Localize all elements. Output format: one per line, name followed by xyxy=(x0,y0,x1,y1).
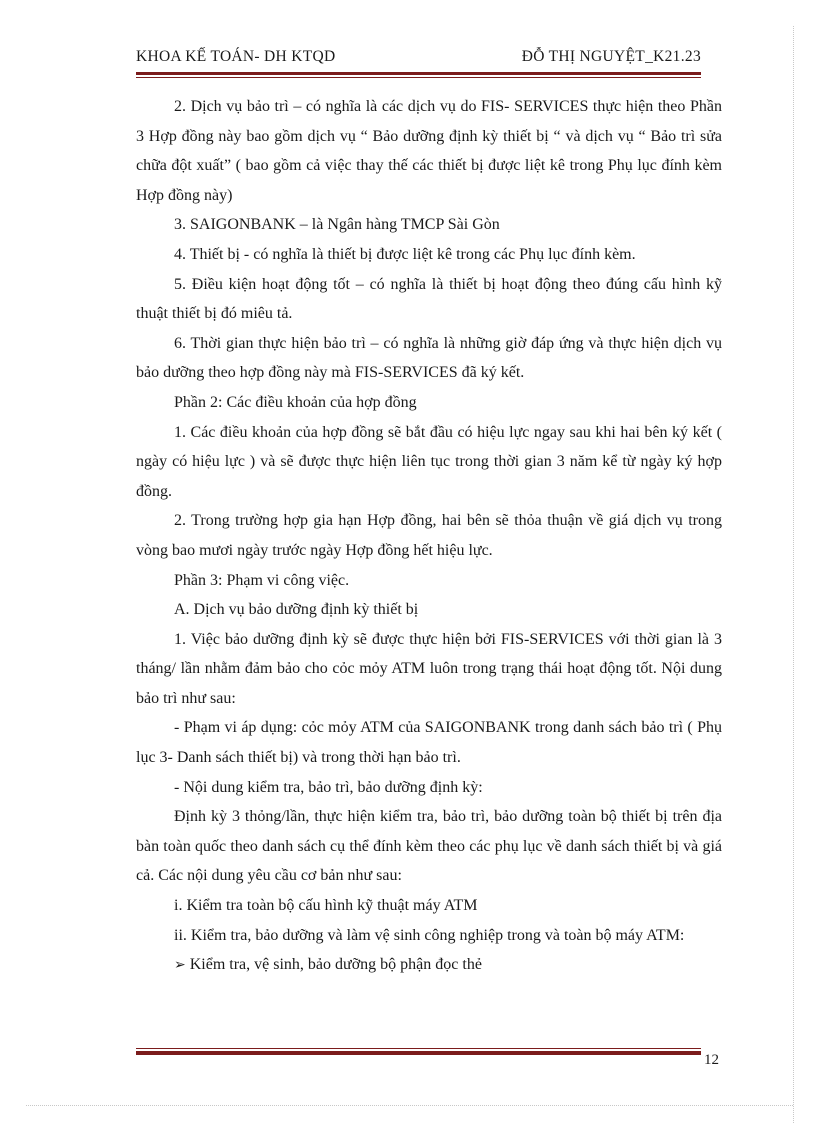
paragraph-definition-2: 2. Dịch vụ bảo trì – có nghĩa là các dịch vụ do FIS- SERVICES thực hiện theo Phần 3 Hợp đồng này bao gồm dịch vụ “ Bảo dưỡng định kỳ thiết bị “ và dịch vụ “ Bảo trì sửa chữa đột xuất” ( bao gồm cả việc thay thế các thiết bị được liệt kê trong Phụ lục đính kèm Hợp đồng này) xyxy=(136,98,722,204)
page-border-bottom xyxy=(26,1105,793,1106)
section-heading-part-3: Phần 3: Phạm vi công việc. xyxy=(174,571,350,589)
footer-rule-thick xyxy=(136,1051,701,1055)
paragraph-definition-3: 3. SAIGONBANK – là Ngân hàng TMCP Sài Gòn xyxy=(174,216,500,234)
footer-rule-thin xyxy=(136,1048,701,1049)
bullet-item-text: Kiểm tra, vệ sinh, bảo dưỡng bộ phận đọc thẻ xyxy=(189,956,482,974)
list-item-i: i. Kiểm tra toàn bộ cấu hình kỹ thuật máy ATM xyxy=(174,897,478,915)
paragraph-maintenance-1: 1. Việc bảo dưỡng định kỳ sẽ được thực hiện bởi FIS-SERVICES với thời gian là 3 tháng/ lần nhằm đảm bảo cho cỏc mỏy ATM luôn trong trạng thái hoạt động tốt. Nội dung bảo trì như sau: xyxy=(136,630,722,707)
header-rule-thin xyxy=(136,77,701,78)
bullet-item xyxy=(136,950,722,981)
header-rule-thick xyxy=(136,72,701,75)
paragraph-terms-1: 1. Các điều khoản của hợp đồng sẽ bắt đầu có hiệu lực ngay sau khi hai bên ký kết ( ngày có hiệu lực ) và sẽ được thực hiện liên tục trong thời gian 3 năm kể từ ngày ký hợp đồng. xyxy=(136,423,722,500)
list-item-ii: ii. Kiểm tra, bảo dưỡng và làm vệ sinh công nghiệp trong và toàn bộ máy ATM: xyxy=(174,926,685,944)
paragraph-periodic-check: Định kỳ 3 thỏng/lần, thực hiện kiểm tra, bảo trì, bảo dưỡng toàn bộ thiết bị trên địa bàn toàn quốc theo danh sách cụ thể đính kèm theo các phụ lục về danh sách thiết bị và giá cả. Các nội dung yêu cầu cơ bản như sau: xyxy=(136,808,722,885)
paragraph-scope: - Phạm vi áp dụng: cỏc mỏy ATM của SAIGONBANK trong danh sách bảo trì ( Phụ lục 3- Danh sách thiết bị) và trong thời hạn bảo trì. xyxy=(136,719,722,767)
page-header xyxy=(136,46,701,70)
arrow-bullet-icon: ➢ xyxy=(174,958,186,974)
header-author: ĐỖ THỊ NGUYỆT_K21.23 xyxy=(521,48,701,65)
document-body xyxy=(136,92,722,981)
header-department: KHOA KẾ TOÁN- DH KTQD xyxy=(136,48,336,65)
subheading-maintenance-service: A. Dịch vụ bảo dưỡng định kỳ thiết bị xyxy=(174,601,419,619)
paragraph-definition-6: 6. Thời gian thực hiện bảo trì – có nghĩa là những giờ đáp ứng và thực hiện dịch vụ bảo dưỡng theo hợp đồng này mà FIS-SERVICES đã ký kết. xyxy=(136,334,722,382)
paragraph-terms-2: 2. Trong trường hợp gia hạn Hợp đồng, hai bên sẽ thỏa thuận về giá dịch vụ trong vòng bao mươi ngày trước ngày Hợp đồng hết hiệu lực. xyxy=(136,512,722,559)
paragraph-definition-5: 5. Điều kiện hoạt động tốt – có nghĩa là thiết bị hoạt động theo đúng cấu hình kỹ thuật thiết bị đó miêu tả. xyxy=(136,275,722,323)
page-number: 12 xyxy=(704,1052,719,1068)
page-border-right xyxy=(793,26,794,1123)
section-heading-part-2: Phần 2: Các điều khoản của hợp đồng xyxy=(174,393,417,411)
paragraph-content-heading: - Nội dung kiểm tra, bảo trì, bảo dưỡng định kỳ: xyxy=(174,778,483,796)
paragraph-definition-4: 4. Thiết bị - có nghĩa là thiết bị được liệt kê trong các Phụ lục đính kèm. xyxy=(174,245,636,263)
